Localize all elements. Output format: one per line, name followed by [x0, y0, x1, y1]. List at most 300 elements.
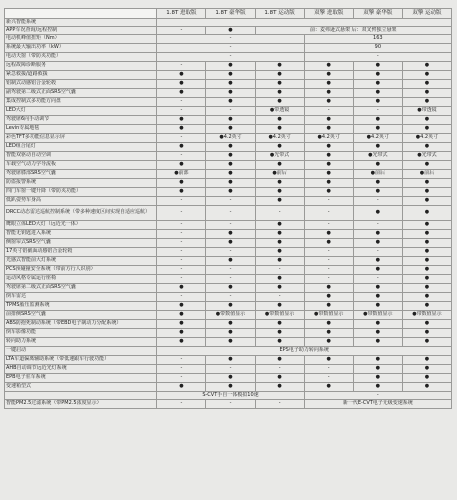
table-cell: -: [304, 275, 353, 284]
column-header: 双擎 运动版: [402, 9, 451, 19]
table-cell: -: [255, 266, 304, 275]
table-cell: ●: [157, 116, 206, 125]
table-cell: -: [157, 35, 304, 44]
table-cell: ●: [353, 356, 402, 365]
table-cell: ●: [402, 206, 451, 221]
table-cell: -: [206, 107, 255, 116]
table-cell: ●: [304, 320, 353, 329]
row-label: 倒车影像功能: [5, 329, 157, 338]
table-cell: ●: [402, 383, 451, 392]
row-label: 四门车窗一键升降（带防夹功能）: [5, 188, 157, 197]
table-cell: -: [255, 293, 304, 302]
table-cell: ●: [353, 230, 402, 239]
table-cell: -: [353, 248, 402, 257]
table-row: [5, 293, 452, 302]
table-row: [5, 284, 452, 293]
table-cell: ●: [304, 356, 353, 365]
table-cell: ●: [255, 230, 304, 239]
row-label: 低趴姿势车身高: [5, 197, 157, 206]
table-cell: 163: [304, 35, 451, 44]
table-cell: -: [206, 248, 255, 257]
table-cell: ●: [402, 257, 451, 266]
row-label: 集成控制式多功能方向盘: [5, 98, 157, 107]
table-cell: -: [157, 266, 206, 275]
row-label: 17英寸铝截面动感铝合金轮毂: [5, 248, 157, 257]
table-cell: -: [157, 53, 304, 62]
table-cell: ●: [206, 320, 255, 329]
table-cell: ●: [402, 89, 451, 98]
table-row: [5, 44, 452, 53]
table-cell: ●: [402, 365, 451, 374]
table-cell: ●: [353, 80, 402, 89]
table-cell: ●: [255, 329, 304, 338]
table-cell: ●: [255, 71, 304, 80]
table-cell: [157, 19, 452, 27]
table-cell: ●: [206, 143, 255, 152]
row-label: 智能PM2.5过滤系统（带PM2.5浓度显示）: [5, 400, 157, 409]
table-cell: ●4.2英寸: [206, 134, 255, 143]
table-cell: ●: [304, 302, 353, 311]
table-cell: -: [206, 293, 255, 302]
table-cell: ●: [353, 383, 402, 392]
row-label: 防盗报警系统: [5, 179, 157, 188]
table-cell: ●: [255, 338, 304, 347]
table-cell: ●: [157, 329, 206, 338]
table-cell: -: [304, 374, 353, 383]
table-cell: -: [304, 197, 353, 206]
table-cell: ●: [304, 188, 353, 197]
table-cell: ●: [255, 179, 304, 188]
table-row: [5, 152, 452, 161]
table-cell: ●: [206, 161, 255, 170]
table-cell: -: [157, 257, 206, 266]
table-cell: ●: [157, 311, 206, 320]
row-label: 驾驶席第二级式正面SRS空气囊: [5, 284, 157, 293]
table-cell: ●: [402, 125, 451, 134]
table-cell: ●: [206, 329, 255, 338]
table-row: [5, 257, 452, 266]
table-cell: ●: [402, 302, 451, 311]
table-cell: ●: [402, 266, 451, 275]
table-cell: ●: [157, 125, 206, 134]
table-cell: ●带数值显示: [353, 311, 402, 320]
spec-rows: [5, 19, 452, 409]
table-cell: ●: [304, 338, 353, 347]
table-row: [5, 116, 452, 125]
table-cell: -: [304, 266, 353, 275]
table-cell: -: [255, 206, 304, 221]
table-row: [5, 197, 452, 206]
table-cell: ●: [353, 257, 402, 266]
table-cell: -: [157, 152, 206, 161]
table-cell: ●: [353, 143, 402, 152]
table-cell: -: [157, 356, 206, 365]
table-cell: ●: [255, 116, 304, 125]
table-row: [5, 374, 452, 383]
table-cell: ●: [206, 71, 255, 80]
table-cell: ●: [353, 293, 402, 302]
table-row: [5, 179, 452, 188]
table-row: [5, 71, 452, 80]
table-cell: ●带数值显示: [402, 311, 451, 320]
table-cell: ●: [255, 239, 304, 248]
table-cell: ●: [206, 230, 255, 239]
table-cell: ●: [304, 329, 353, 338]
table-cell: -: [353, 275, 402, 284]
row-label: 紧急救援/道路救援: [5, 71, 157, 80]
table-cell: 90: [304, 44, 451, 53]
row-label: 新兴智能系统: [5, 19, 157, 27]
table-cell: ●: [206, 239, 255, 248]
table-cell: ●: [402, 98, 451, 107]
table-row: [5, 248, 452, 257]
row-label: 前排侧SRS空气囊: [5, 311, 157, 320]
table-cell: ●4.2英寸: [304, 134, 353, 143]
table-cell: ●: [206, 170, 255, 179]
table-cell: ●: [206, 116, 255, 125]
table-cell: -: [206, 365, 255, 374]
table-cell: ●: [255, 197, 304, 206]
column-header: 1.8T 进取版: [157, 9, 206, 19]
table-cell: ●: [157, 302, 206, 311]
table-cell: ●: [353, 374, 402, 383]
row-label: [5, 392, 157, 400]
table-cell: ●: [402, 338, 451, 347]
table-cell: ●: [304, 98, 353, 107]
table-cell: ●: [206, 257, 255, 266]
table-cell: ●: [255, 257, 304, 266]
row-label: 驾驶席膝部SRS空气囊: [5, 170, 157, 179]
row-label: DRCC动态雷达巡航控制系统（带多种速度区间实现自适应巡航）: [5, 206, 157, 221]
table-cell: ●: [402, 239, 451, 248]
table-cell: ●: [206, 89, 255, 98]
table-cell: ●: [206, 152, 255, 161]
table-cell: -: [157, 134, 206, 143]
row-label: 光感式智能前大灯系统: [5, 257, 157, 266]
table-row: [5, 275, 452, 284]
table-cell: ●: [157, 284, 206, 293]
table-cell: ●: [206, 383, 255, 392]
table-cell: ●: [255, 89, 304, 98]
table-cell: -: [157, 62, 206, 71]
table-cell: ●: [157, 143, 206, 152]
column-header: 1.8T 豪华版: [206, 9, 255, 19]
row-label: 系统最大输出功率（kW）: [5, 44, 157, 53]
table-cell: ●4.2英寸: [402, 134, 451, 143]
table-row: [5, 98, 452, 107]
table-cell: ●4.2英寸: [353, 134, 402, 143]
table-cell: ●: [255, 80, 304, 89]
table-cell: ●: [206, 302, 255, 311]
table-cell: ●: [304, 62, 353, 71]
table-cell: ●: [402, 293, 451, 302]
table-cell: ●: [304, 152, 353, 161]
table-cell: ●: [157, 383, 206, 392]
row-label: 彩色TFT多功能信息显示屏: [5, 134, 157, 143]
table-row: [5, 188, 452, 197]
table-row: [5, 329, 452, 338]
table-cell: -: [157, 27, 206, 35]
header-row: [5, 9, 452, 19]
table-cell: -: [304, 257, 353, 266]
table-cell: ●: [304, 239, 353, 248]
table-cell: S-CVT手自一体模拟10速: [157, 392, 304, 400]
table-cell: ●: [206, 338, 255, 347]
table-cell: ●带透镜: [255, 107, 304, 116]
table-cell: ●: [157, 179, 206, 188]
table-cell: ●前后: [255, 170, 304, 179]
table-cell: -: [206, 221, 255, 230]
row-label: 电动机峰值扭矩（Nm）: [5, 35, 157, 44]
table-cell: -: [304, 53, 451, 62]
table-cell: ●: [206, 356, 255, 365]
table-cell: ●: [402, 71, 451, 80]
table-cell: ●: [255, 320, 304, 329]
table-row: [5, 170, 452, 179]
row-label: AHB自动调节远近光灯系统: [5, 365, 157, 374]
table-cell: ●: [255, 374, 304, 383]
table-cell: -: [157, 206, 206, 221]
table-cell: 新一代E-CVT电子无级变速系统: [304, 400, 451, 409]
table-cell: -: [157, 221, 206, 230]
table-cell: ●: [402, 143, 451, 152]
table-cell: ●前部: [157, 170, 206, 179]
row-label: 运动风格专属运行座椅: [5, 275, 157, 284]
table-cell: -: [304, 392, 451, 400]
table-row: [5, 338, 452, 347]
table-cell: ●: [157, 320, 206, 329]
table-cell: ●: [304, 125, 353, 134]
table-cell: ●光带式: [402, 152, 451, 161]
table-cell: -: [353, 107, 402, 116]
table-cell: -: [157, 293, 206, 302]
table-cell: ●: [206, 98, 255, 107]
table-cell: ●: [206, 27, 255, 35]
table-row: [5, 400, 452, 409]
row-label: LED组合尾灯: [5, 143, 157, 152]
table-cell: ●: [157, 89, 206, 98]
table-cell: ●: [353, 188, 402, 197]
table-cell: ●: [255, 143, 304, 152]
table-row: [5, 107, 452, 116]
table-cell: -: [304, 221, 353, 230]
table-cell: -: [255, 400, 304, 409]
table-cell: ●: [353, 116, 402, 125]
table-cell: ●: [304, 170, 353, 179]
table-cell: ●: [402, 197, 451, 206]
table-row: [5, 53, 452, 62]
table-cell: ●: [255, 188, 304, 197]
table-cell: ●: [206, 284, 255, 293]
table-cell: ●: [304, 143, 353, 152]
row-label: 倒车雷达: [5, 293, 157, 302]
row-label: 转向助力系统: [5, 338, 157, 347]
table-cell: -: [304, 248, 353, 257]
table-cell: ●: [304, 179, 353, 188]
column-header: 1.8T 运动版: [255, 9, 304, 19]
table-row: [5, 19, 452, 27]
table-cell: ●: [402, 62, 451, 71]
table-cell: ●: [353, 266, 402, 275]
table-cell: ●: [304, 230, 353, 239]
table-cell: ●: [402, 179, 451, 188]
table-cell: ●: [353, 284, 402, 293]
table-cell: ●: [157, 71, 206, 80]
row-label: 电动天窗（带防夹功能）: [5, 53, 157, 62]
table-row: [5, 134, 452, 143]
table-row: [5, 365, 452, 374]
table-cell: ●: [206, 125, 255, 134]
table-cell: ●: [353, 125, 402, 134]
table-cell: ●: [157, 338, 206, 347]
row-label: 智能双驱动自动空调: [5, 152, 157, 161]
table-cell: ●: [353, 206, 402, 221]
table-cell: ●: [402, 116, 451, 125]
table-row: [5, 35, 452, 44]
table-cell: ●: [353, 365, 402, 374]
table-cell: ●: [353, 338, 402, 347]
table-cell: ●: [402, 275, 451, 284]
row-label: 侧窗帘式SRS空气囊: [5, 239, 157, 248]
table-cell: ●: [304, 284, 353, 293]
row-label: LTA车道偏离辅助系统（带低速跟车行驶功能）: [5, 356, 157, 365]
table-cell: ●带数值显示: [206, 311, 255, 320]
table-cell: -: [353, 221, 402, 230]
row-label: Levin专属地毯: [5, 125, 157, 134]
table-cell: 前：麦弗逊式悬架 后：双叉臂独立悬架: [255, 27, 451, 35]
table-cell: ●: [157, 80, 206, 89]
table-cell: -: [304, 206, 353, 221]
table-cell: -: [157, 400, 206, 409]
table-cell: ●: [353, 320, 402, 329]
table-cell: ●: [304, 161, 353, 170]
table-cell: ●: [402, 188, 451, 197]
table-cell: ●带数值显示: [255, 311, 304, 320]
table-cell: ●: [206, 62, 255, 71]
table-cell: ●: [206, 374, 255, 383]
table-cell: ●前后: [402, 170, 451, 179]
table-cell: ●: [304, 116, 353, 125]
table-cell: ●: [255, 62, 304, 71]
table-row: [5, 266, 452, 275]
table-cell: ●: [353, 89, 402, 98]
table-cell: ●: [206, 179, 255, 188]
table-cell: ●带数值显示: [304, 311, 353, 320]
table-cell: ●: [157, 161, 206, 170]
table-row: [5, 221, 452, 230]
table-cell: ●: [402, 356, 451, 365]
table-cell: -: [304, 365, 353, 374]
row-label: PCS预碰撞安全系统（带前方行人识别）: [5, 266, 157, 275]
row-label: 驾驶席6向手动调节: [5, 116, 157, 125]
table-cell: -: [157, 197, 206, 206]
table-row: [5, 230, 452, 239]
table-cell: ●: [353, 302, 402, 311]
table-row: [5, 161, 452, 170]
table-cell: ●: [255, 284, 304, 293]
table-cell: -: [157, 365, 206, 374]
table-cell: ●: [402, 329, 451, 338]
table-cell: ●: [402, 284, 451, 293]
table-cell: ●: [353, 71, 402, 80]
table-cell: ●: [255, 275, 304, 284]
table-row: [5, 89, 452, 98]
row-label: 铝制式动感铝合金轮毂: [5, 80, 157, 89]
row-label: 变速箱型式: [5, 383, 157, 392]
row-label: APP车况查询/远程控制: [5, 27, 157, 35]
row-label: EPB电子驻车系统: [5, 374, 157, 383]
row-label: 远程故障诊断服务: [5, 62, 157, 71]
table-cell: ●: [402, 374, 451, 383]
table-cell: ●带透镜: [402, 107, 451, 116]
table-cell: -: [157, 248, 206, 257]
table-cell: -: [157, 98, 206, 107]
table-row: [5, 62, 452, 71]
table-cell: ●: [255, 125, 304, 134]
table-cell: ●4.2英寸: [255, 134, 304, 143]
table-cell: -: [157, 275, 206, 284]
table-cell: -: [206, 275, 255, 284]
table-cell: ●: [157, 188, 206, 197]
row-label: TPMS胎压监测系统: [5, 302, 157, 311]
table-cell: ●: [353, 329, 402, 338]
table-cell: ●: [304, 71, 353, 80]
table-cell: ●前后: [353, 170, 402, 179]
table-cell: ●: [402, 161, 451, 170]
table-row: [5, 239, 452, 248]
table-cell: -: [304, 107, 353, 116]
table-cell: ●: [255, 356, 304, 365]
table-cell: -: [157, 374, 206, 383]
table-cell: ●: [353, 62, 402, 71]
table-cell: ●光带式: [255, 152, 304, 161]
table-cell: -: [206, 197, 255, 206]
table-cell: ●: [353, 179, 402, 188]
table-cell: EPS电子助力转向系统: [157, 347, 452, 356]
table-cell: ●: [402, 80, 451, 89]
table-row: [5, 80, 452, 89]
table-row: [5, 347, 452, 356]
table-cell: ●光带式: [353, 152, 402, 161]
column-header: 双擎 豪华版: [353, 9, 402, 19]
row-label: LED大灯: [5, 107, 157, 116]
table-cell: ●: [255, 98, 304, 107]
table-cell: ●: [255, 161, 304, 170]
table-cell: ●: [304, 80, 353, 89]
table-cell: ●: [206, 188, 255, 197]
table-cell: ●: [304, 293, 353, 302]
table-row: [5, 125, 452, 134]
table-cell: ●: [255, 221, 304, 230]
table-row: [5, 356, 452, 365]
row-label: 副驾驶第二级式正面SRS空气囊: [5, 89, 157, 98]
table-cell: ●: [353, 239, 402, 248]
table-cell: -: [157, 230, 206, 239]
table-cell: ●: [353, 161, 402, 170]
table-row: [5, 302, 452, 311]
table-cell: -: [206, 206, 255, 221]
column-header: 双擎 进取版: [304, 9, 353, 19]
table-row: [5, 320, 452, 329]
row-label: ABS防抱死制动系统（带EBD电子制动力分配系统）: [5, 320, 157, 329]
table-cell: -: [157, 239, 206, 248]
table-cell: -: [206, 400, 255, 409]
table-cell: ●: [304, 89, 353, 98]
table-cell: ●: [206, 80, 255, 89]
row-label: 车载空气动力学导流板: [5, 161, 157, 170]
table-cell: -: [353, 197, 402, 206]
row-label: 智能无钥匙进入系统: [5, 230, 157, 239]
